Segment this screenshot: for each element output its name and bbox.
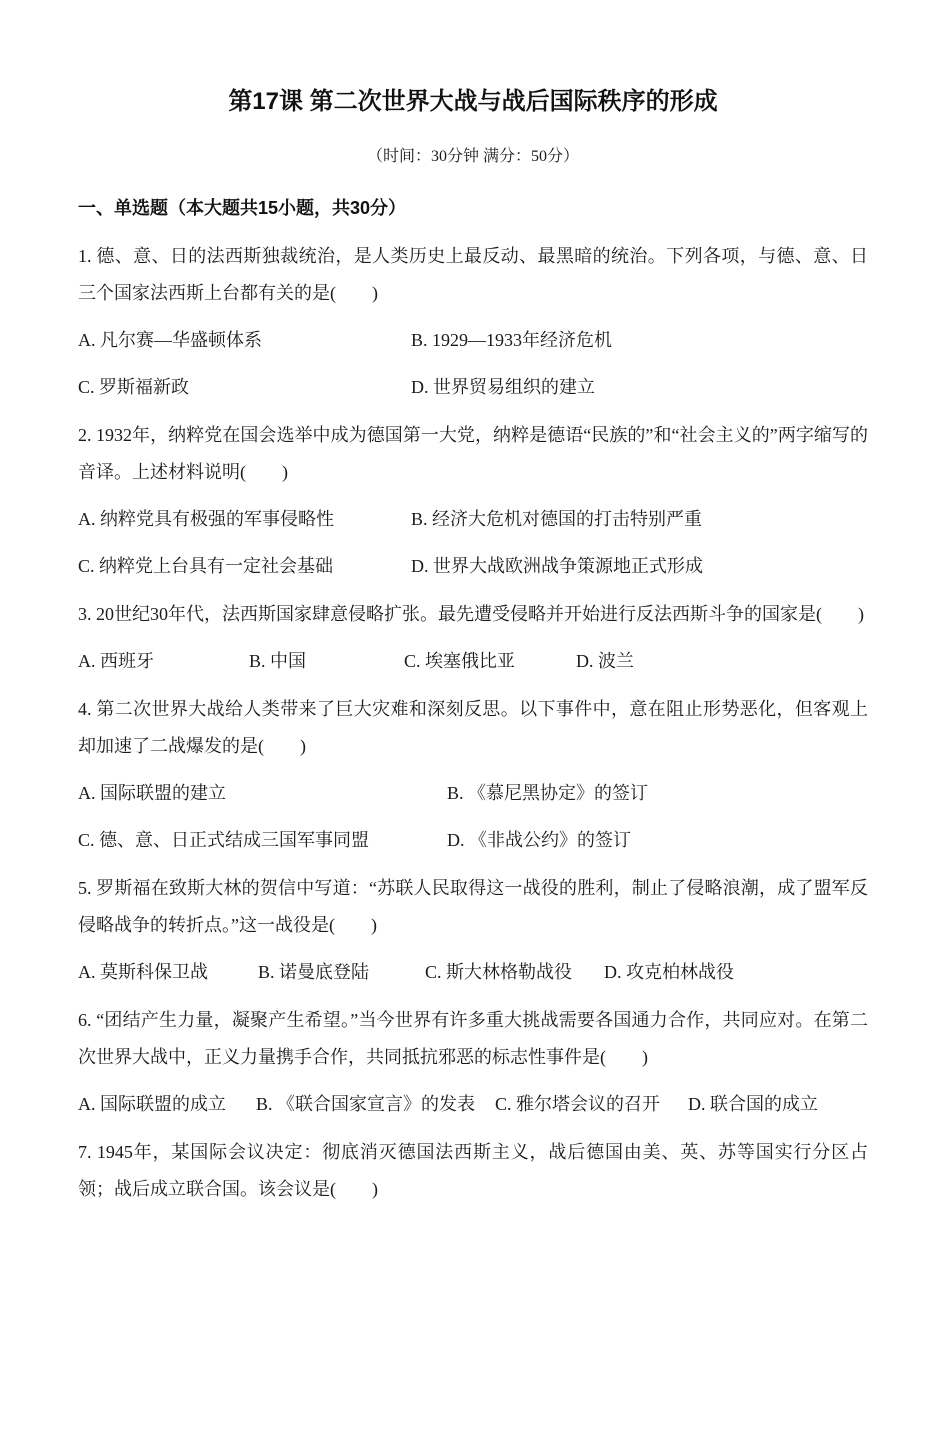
option-item: A. 西班牙: [78, 651, 154, 671]
section-heading: 一、单选题（本大题共15小题，共30分）: [78, 198, 407, 218]
question-stem: 2. 1932年，纳粹党在国会选举中成为德国第一大党，纳粹是德语“民族的”和“社会主义的”两字缩写的音译。上述材料说明( ): [78, 425, 868, 482]
option-item: A. 凡尔赛—华盛顿体系: [78, 330, 262, 350]
question-stem: 1. 德、意、日的法西斯独裁统治，是人类历史上最反动、最黑暗的统治。下列各项，与德、意、日三个国家法西斯上台都有关的是( ): [78, 246, 868, 303]
question-3: [78, 596, 868, 680]
question-5: [78, 870, 868, 991]
option-row: [78, 369, 868, 406]
question-list: [78, 238, 868, 1208]
option-item: A. 国际联盟的成立: [78, 1094, 226, 1114]
option-item: C. 德、意、日正式结成三国军事同盟: [78, 830, 370, 850]
option-item: A. 国际联盟的建立: [78, 783, 226, 803]
question-2: [78, 417, 868, 585]
question-4: [78, 691, 868, 859]
option-item: B. 经济大危机对德国的打击特别严重: [411, 509, 703, 529]
option-row: [78, 322, 868, 359]
question-1: [78, 238, 868, 406]
option-item: D. 攻克柏林战役: [604, 962, 734, 982]
option-row: [78, 775, 868, 812]
option-row: [78, 822, 868, 859]
option-item: C. 罗斯福新政: [78, 377, 190, 397]
option-item: D. 联合国的成立: [688, 1094, 818, 1114]
exam-meta: （时间：30分钟 满分：50分）: [366, 148, 579, 165]
option-item: D. 世界贸易组织的建立: [411, 377, 595, 397]
option-item: A. 莫斯科保卫战: [78, 962, 208, 982]
option-item: B. 1929—1933年经济危机: [411, 330, 613, 350]
option-item: C. 纳粹党上台具有一定社会基础: [78, 556, 334, 576]
option-row: [78, 954, 868, 991]
option-row: [78, 548, 868, 585]
question-7: [78, 1134, 868, 1208]
question-stem: 4. 第二次世界大战给人类带来了巨大灾难和深刻反思。以下事件中，意在阻止形势恶化，但客观上却加速了二战爆发的是( ): [78, 699, 868, 756]
question-6: [78, 1002, 868, 1123]
question-stem: 3. 20世纪30年代，法西斯国家肆意侵略扩张。最先遭受侵略并开始进行反法西斯斗争的国家是( ): [78, 604, 864, 624]
option-item: C. 埃塞俄比亚: [404, 651, 516, 671]
option-item: B. 诺曼底登陆: [258, 962, 370, 982]
option-item: D. 波兰: [576, 651, 634, 671]
option-item: B. 《联合国家宣言》的发表: [256, 1094, 476, 1114]
question-stem: 6. “团结产生力量，凝聚产生希望。”当今世界有许多重大挑战需要各国通力合作，共同应对。在第二次世界大战中，正义力量携手合作，共同抵抗邪恶的标志性事件是( ): [78, 1010, 868, 1067]
option-item: B. 中国: [249, 651, 307, 671]
option-row: [78, 643, 868, 680]
page-title: 第17课 第二次世界大战与战后国际秩序的形成: [228, 88, 718, 115]
question-stem: 5. 罗斯福在致斯大林的贺信中写道：“苏联人民取得这一战役的胜利，制止了侵略浪潮，成了盟军反侵略战争的转折点。”这一战役是( ): [78, 878, 868, 935]
document-page: [0, 85, 950, 1429]
option-item: A. 纳粹党具有极强的军事侵略性: [78, 509, 334, 529]
option-row: [78, 1086, 868, 1123]
option-item: C. 雅尔塔会议的召开: [495, 1094, 661, 1114]
option-item: B. 《慕尼黑协定》的签订: [447, 783, 649, 803]
option-item: C. 斯大林格勒战役: [425, 962, 573, 982]
option-item: D. 《非战公约》的签订: [447, 830, 631, 850]
question-stem: 7. 1945年，某国际会议决定：彻底消灭德国法西斯主义，战后德国由美、英、苏等国实行分区占领；战后成立联合国。该会议是( ): [78, 1142, 868, 1199]
option-item: D. 世界大战欧洲战争策源地正式形成: [411, 556, 703, 576]
option-row: [78, 501, 868, 538]
